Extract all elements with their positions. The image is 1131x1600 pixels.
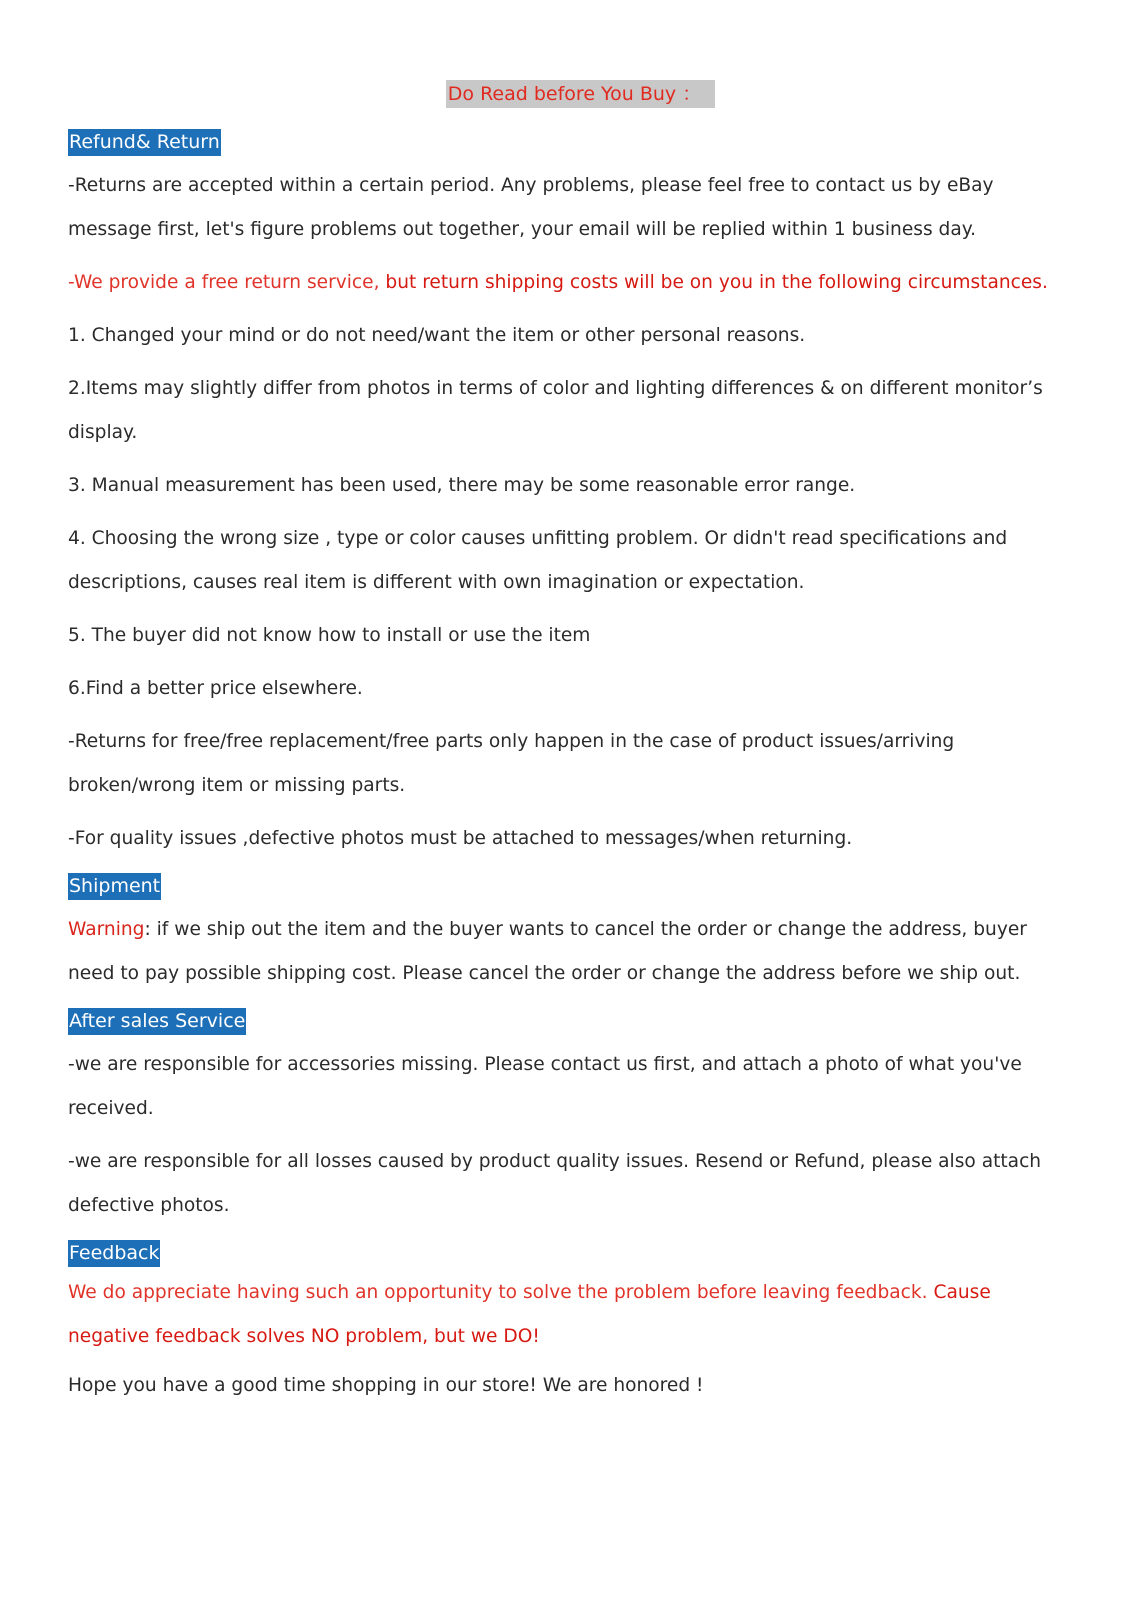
- after-sales-line-2: -we are responsible for all losses caused by product quality issues. Resend or Refund, please also attach defective photos.: [68, 1151, 1042, 1216]
- closing-line: Hope you have a good time shopping in our store! We are honored !: [68, 1375, 704, 1396]
- free-return-part-a: -We provide a free return service,: [68, 272, 386, 293]
- list-item-6: 6.Find a better price elsewhere.: [68, 678, 363, 699]
- free-replacement-line: -Returns for free/free replacement/free parts only happen in the case of product issues/arriving broken/wrong item or missing parts.: [68, 731, 955, 796]
- feedback-part-b: Cause negative feedback solves NO problem, but we DO!: [68, 1282, 991, 1347]
- list-item-4: 4. Choosing the wrong size , type or color causes unfitting problem. Or didn't read specifications and descriptions, causes real item is different with own imagination or expectation.: [68, 528, 1008, 593]
- warning-text: : if we ship out the item and the buyer wants to cancel the order or change the address, buyer need to pay possible shipping cost. Please cancel the order or change the address before we ship out.: [68, 919, 1027, 984]
- feedback-text: [68, 1271, 1068, 1359]
- quality-issues-line: -For quality issues ,defective photos must be attached to messages/when returning.: [68, 828, 853, 849]
- warning-label: Warning: [68, 919, 145, 940]
- list-item-5: 5. The buyer did not know how to install or use the item: [68, 625, 591, 646]
- list-item-2: 2.Items may slightly differ from photos in terms of color and lighting differences & on different monitor’s display.: [68, 378, 1043, 443]
- free-return-part-b: but return shipping costs will be on you in the following circumstances.: [385, 272, 1048, 293]
- after-sales-line-1: -we are responsible for accessories missing. Please contact us first, and attach a photo of what you've received.: [68, 1054, 1022, 1119]
- heading-after-sales: After sales Service: [68, 1008, 246, 1035]
- list-item-1: 1. Changed your mind or do not need/want the item or other personal reasons.: [68, 325, 806, 346]
- heading-feedback: Feedback: [68, 1240, 160, 1267]
- title-row: [0, 80, 1131, 110]
- heading-refund-return: Refund& Return: [68, 129, 221, 156]
- feedback-part-a: We do appreciate having such an opportunity to solve the problem before leaving feedback.: [68, 1282, 934, 1303]
- free-return-line: [68, 261, 1068, 305]
- policy-document: [68, 80, 1068, 1408]
- page-title: Do Read before You Buy ：: [446, 80, 715, 108]
- heading-shipment: Shipment: [68, 873, 161, 900]
- list-item-3: 3. Manual measurement has been used, there may be some reasonable error range.: [68, 475, 856, 496]
- refund-intro: -Returns are accepted within a certain period. Any problems, please feel free to contact us by eBay message first, let's figure problems out together, your email will be replied within 1 business day.: [68, 175, 994, 240]
- shipment-warning: [68, 908, 1068, 996]
